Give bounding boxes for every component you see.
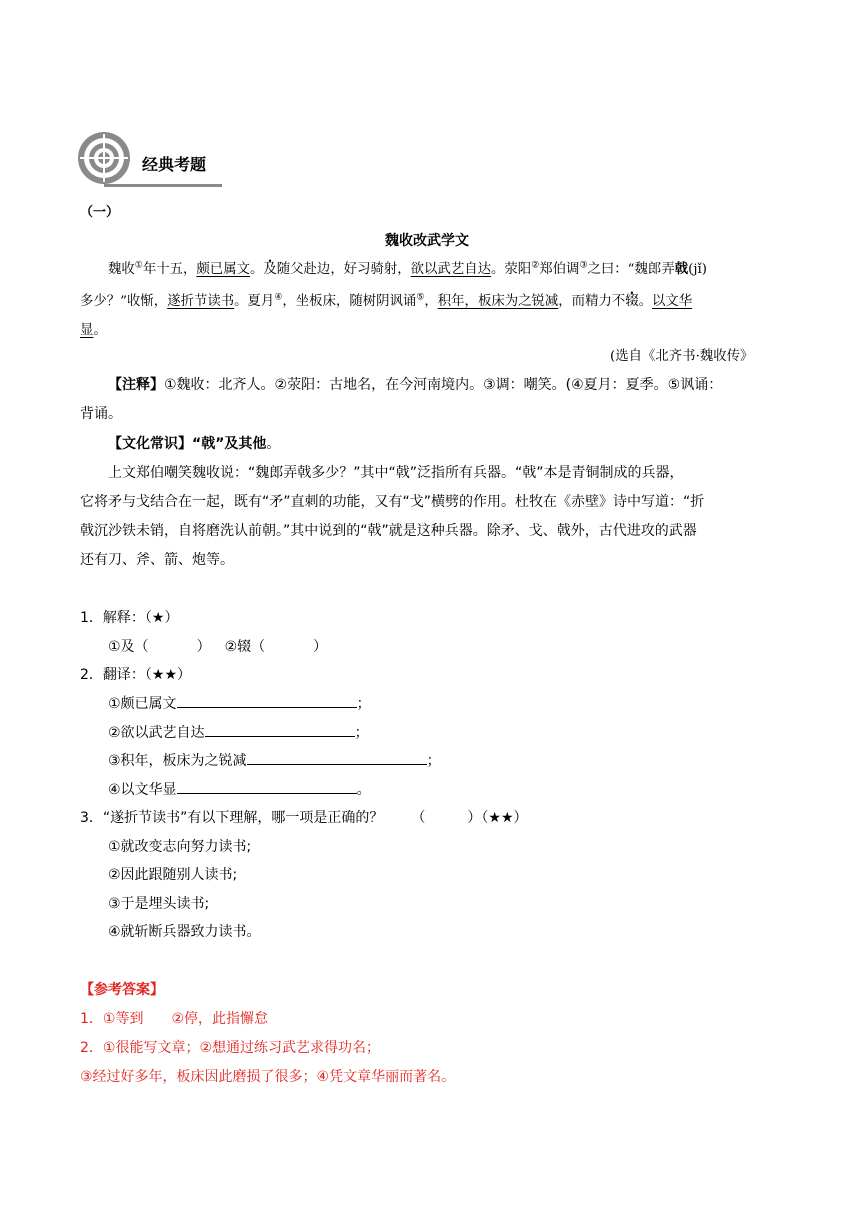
question-2-item-4: ④以文华显 。 xyxy=(108,782,371,798)
notes-line-2: 背诵。 xyxy=(80,406,122,422)
passage-line-2: 多少？”收惭，遂折节读书。夏月④，坐板床，随树阴讽诵⑤，积年，板床为之锐减，而精力不辍 .。以文华 xyxy=(80,290,692,309)
dotted-char-ji: 及 xyxy=(263,262,277,277)
answer-1: 1．①等到 ②停，此指懈怠 xyxy=(80,1011,269,1027)
section-header xyxy=(76,130,226,190)
question-3-option-2: ②因此跟随别人读书; xyxy=(108,867,238,883)
question-1: 1．解释：（★） xyxy=(80,610,179,626)
culture-line-1: 上文郑伯嘲笑魏收说：“魏郎弄戟多少？”其中“戟”泛指所有兵器。“戟”本是青铜制成的兵器， xyxy=(108,465,684,481)
question-2: 2．翻译：（★★） xyxy=(80,667,192,683)
question-2-item-1: ①颇已属文 ； xyxy=(108,696,371,712)
culture-line-2: 它将矛与戈结合在一起，既有“矛”直刺的功能，又有“戈”横劈的作用。杜牧在《赤壁》诗中写道：“折 xyxy=(80,494,705,510)
question-2-item-2: ②欲以武艺自达 ； xyxy=(108,725,369,741)
culture-heading: 【文化常识】“戟”及其他。 xyxy=(108,436,281,452)
question-2-item-3: ③积年，板床为之锐减 ； xyxy=(108,753,441,769)
question-3-option-3: ③于是埋头读书; xyxy=(108,896,210,912)
part-label: （一） xyxy=(80,205,120,220)
answers-label: 【参考答案】 xyxy=(80,982,164,998)
question-1-items: ①及（ ） ②辍（ ） xyxy=(108,639,328,655)
passage-line-3: 显。 xyxy=(80,323,107,338)
notes-line-1: 【注释】①魏收：北齐人。②荥阳：古地名，在今河南境内。③调：嘲笑。(④夏月：夏季。⑤讽诵： xyxy=(108,377,723,393)
question-3: 3．“遂折节读书”有以下理解，哪一项是正确的？ （ ）（★★） xyxy=(80,810,528,826)
passage-title: 魏收改武学文 xyxy=(385,233,469,249)
culture-line-4: 还有刀、斧、箭、炮等。 xyxy=(80,552,234,568)
passage-source: (选自《北齐书·魏收传》 xyxy=(610,349,754,364)
question-3-option-1: ①就改变志向努力读书; xyxy=(108,839,252,855)
answer-3: ③经过好多年，板床因此磨损了很多；④凭文章华丽而著名。 xyxy=(80,1069,456,1085)
dotted-char-chuo: 辍 . xyxy=(625,294,638,309)
answer-2: 2．①很能写文章；②想通过练习武艺求得功名； xyxy=(80,1040,381,1056)
target-icon xyxy=(76,130,132,186)
header-underline xyxy=(104,184,222,187)
question-3-option-4: ④就斩断兵器致力读书。 xyxy=(108,924,261,940)
section-title: 经典考题 xyxy=(142,155,207,174)
culture-line-3: 戟沉沙铁未销，自将磨洗认前朝。”其中说到的“戟”就是这种兵器。除矛、戈、戟外，古代进攻的武器 xyxy=(80,523,697,539)
passage-line-1: 魏收①年十五，颇已属文。及随父赴边，好习骑射，欲以武艺自达。荥阳②郑伯调③之曰：“魏郎弄戟(jǐ) xyxy=(108,260,707,277)
